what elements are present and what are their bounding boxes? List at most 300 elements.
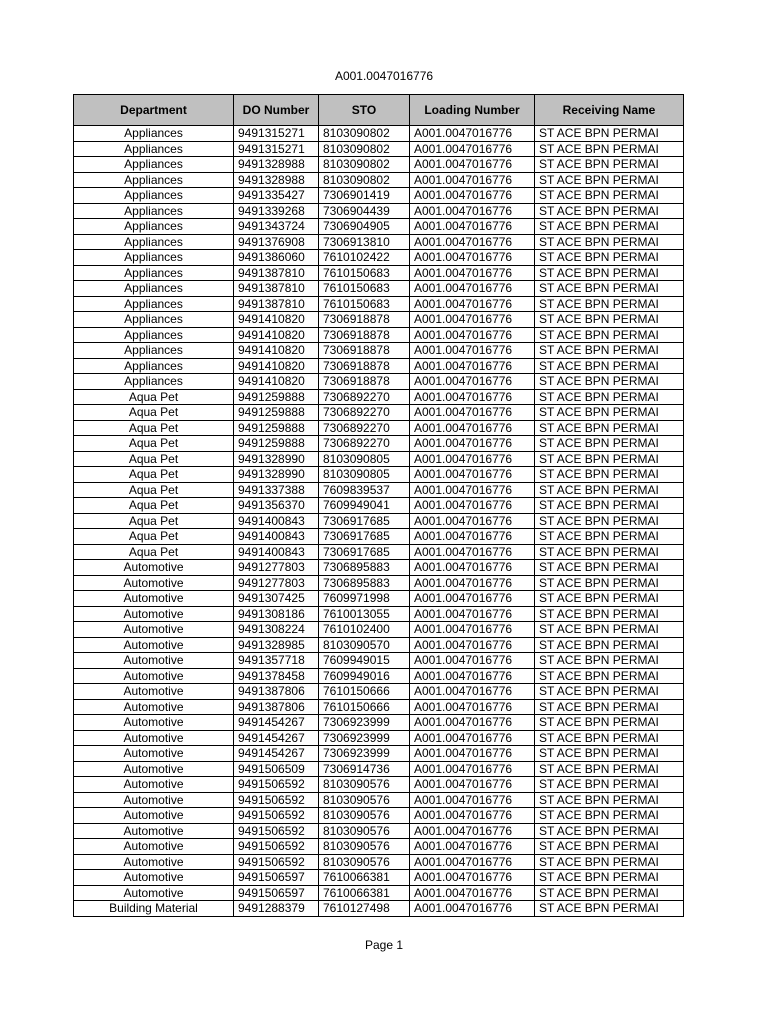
do-number-cell: 9491376908 bbox=[234, 234, 319, 250]
department-cell: Automotive bbox=[74, 746, 234, 762]
loading-table bbox=[73, 94, 684, 917]
receiving-name-cell: ST ACE BPN PERMAI bbox=[535, 901, 684, 917]
loading-number-cell: A001.0047016776 bbox=[410, 296, 535, 312]
sto-cell: 7306918878 bbox=[319, 312, 410, 328]
sto-cell: 7609949015 bbox=[319, 653, 410, 669]
department-cell: Automotive bbox=[74, 730, 234, 746]
column-header-sto: STO bbox=[319, 95, 410, 126]
department-cell: Automotive bbox=[74, 885, 234, 901]
sto-cell: 7609949016 bbox=[319, 668, 410, 684]
department-cell: Automotive bbox=[74, 606, 234, 622]
sto-cell: 7610102400 bbox=[319, 622, 410, 638]
department-cell: Aqua Pet bbox=[74, 529, 234, 545]
receiving-name-cell: ST ACE BPN PERMAI bbox=[535, 203, 684, 219]
department-cell: Automotive bbox=[74, 792, 234, 808]
sto-cell: 7306918878 bbox=[319, 358, 410, 374]
department-cell: Automotive bbox=[74, 560, 234, 576]
do-number-cell: 9491259888 bbox=[234, 405, 319, 421]
department-cell: Aqua Pet bbox=[74, 436, 234, 452]
receiving-name-cell: ST ACE BPN PERMAI bbox=[535, 296, 684, 312]
department-cell: Automotive bbox=[74, 808, 234, 824]
department-cell: Appliances bbox=[74, 203, 234, 219]
department-cell: Appliances bbox=[74, 312, 234, 328]
column-header-receiving-name: Receiving Name bbox=[535, 95, 684, 126]
loading-number-cell: A001.0047016776 bbox=[410, 653, 535, 669]
sto-cell: 8103090570 bbox=[319, 637, 410, 653]
receiving-name-cell: ST ACE BPN PERMAI bbox=[535, 498, 684, 514]
department-cell: Automotive bbox=[74, 839, 234, 855]
loading-number-cell: A001.0047016776 bbox=[410, 606, 535, 622]
table-row bbox=[74, 327, 684, 343]
loading-number-cell: A001.0047016776 bbox=[410, 560, 535, 576]
do-number-cell: 9491343724 bbox=[234, 219, 319, 235]
receiving-name-cell: ST ACE BPN PERMAI bbox=[535, 544, 684, 560]
sto-cell: 7306923999 bbox=[319, 715, 410, 731]
department-cell: Automotive bbox=[74, 761, 234, 777]
department-cell: Appliances bbox=[74, 327, 234, 343]
department-cell: Automotive bbox=[74, 668, 234, 684]
sto-cell: 7306892270 bbox=[319, 436, 410, 452]
receiving-name-cell: ST ACE BPN PERMAI bbox=[535, 126, 684, 142]
table-row bbox=[74, 839, 684, 855]
loading-number-cell: A001.0047016776 bbox=[410, 761, 535, 777]
sto-cell: 7306923999 bbox=[319, 746, 410, 762]
sto-cell: 8103090576 bbox=[319, 839, 410, 855]
do-number-cell: 9491410820 bbox=[234, 312, 319, 328]
do-number-cell: 9491506592 bbox=[234, 808, 319, 824]
do-number-cell: 9491410820 bbox=[234, 327, 319, 343]
table-row bbox=[74, 699, 684, 715]
sto-cell: 8103090802 bbox=[319, 172, 410, 188]
receiving-name-cell: ST ACE BPN PERMAI bbox=[535, 436, 684, 452]
table-row bbox=[74, 172, 684, 188]
do-number-cell: 9491506592 bbox=[234, 854, 319, 870]
loading-number-cell: A001.0047016776 bbox=[410, 792, 535, 808]
department-cell: Appliances bbox=[74, 219, 234, 235]
table-row bbox=[74, 668, 684, 684]
receiving-name-cell: ST ACE BPN PERMAI bbox=[535, 405, 684, 421]
table-row bbox=[74, 684, 684, 700]
receiving-name-cell: ST ACE BPN PERMAI bbox=[535, 560, 684, 576]
department-cell: Appliances bbox=[74, 172, 234, 188]
receiving-name-cell: ST ACE BPN PERMAI bbox=[535, 529, 684, 545]
table-row bbox=[74, 529, 684, 545]
loading-number-cell: A001.0047016776 bbox=[410, 405, 535, 421]
receiving-name-cell: ST ACE BPN PERMAI bbox=[535, 312, 684, 328]
do-number-cell: 9491259888 bbox=[234, 436, 319, 452]
do-number-cell: 9491454267 bbox=[234, 715, 319, 731]
department-cell: Automotive bbox=[74, 653, 234, 669]
table-row bbox=[74, 901, 684, 917]
sto-cell: 8103090805 bbox=[319, 467, 410, 483]
receiving-name-cell: ST ACE BPN PERMAI bbox=[535, 715, 684, 731]
table-header-row bbox=[74, 95, 684, 126]
receiving-name-cell: ST ACE BPN PERMAI bbox=[535, 327, 684, 343]
do-number-cell: 9491387806 bbox=[234, 699, 319, 715]
receiving-name-cell: ST ACE BPN PERMAI bbox=[535, 513, 684, 529]
table-row bbox=[74, 451, 684, 467]
do-number-cell: 9491357718 bbox=[234, 653, 319, 669]
receiving-name-cell: ST ACE BPN PERMAI bbox=[535, 451, 684, 467]
loading-number-cell: A001.0047016776 bbox=[410, 591, 535, 607]
table-row bbox=[74, 467, 684, 483]
column-header-do-number: DO Number bbox=[234, 95, 319, 126]
loading-number-cell: A001.0047016776 bbox=[410, 203, 535, 219]
sto-cell: 7610150666 bbox=[319, 699, 410, 715]
loading-number-cell: A001.0047016776 bbox=[410, 575, 535, 591]
table-row bbox=[74, 157, 684, 173]
sto-cell: 7610150683 bbox=[319, 296, 410, 312]
department-cell: Automotive bbox=[74, 854, 234, 870]
loading-number-cell: A001.0047016776 bbox=[410, 715, 535, 731]
department-cell: Aqua Pet bbox=[74, 544, 234, 560]
department-cell: Appliances bbox=[74, 374, 234, 390]
sto-cell: 7609971998 bbox=[319, 591, 410, 607]
do-number-cell: 9491378458 bbox=[234, 668, 319, 684]
do-number-cell: 9491308224 bbox=[234, 622, 319, 638]
table-row bbox=[74, 808, 684, 824]
receiving-name-cell: ST ACE BPN PERMAI bbox=[535, 265, 684, 281]
loading-number-cell: A001.0047016776 bbox=[410, 141, 535, 157]
do-number-cell: 9491337388 bbox=[234, 482, 319, 498]
do-number-cell: 9491387810 bbox=[234, 281, 319, 297]
table-row bbox=[74, 792, 684, 808]
receiving-name-cell: ST ACE BPN PERMAI bbox=[535, 482, 684, 498]
table-row bbox=[74, 203, 684, 219]
table-row bbox=[74, 653, 684, 669]
do-number-cell: 9491387810 bbox=[234, 296, 319, 312]
receiving-name-cell: ST ACE BPN PERMAI bbox=[535, 870, 684, 886]
do-number-cell: 9491328985 bbox=[234, 637, 319, 653]
table-row bbox=[74, 482, 684, 498]
table-row bbox=[74, 436, 684, 452]
department-cell: Automotive bbox=[74, 637, 234, 653]
department-cell: Aqua Pet bbox=[74, 451, 234, 467]
loading-number-cell: A001.0047016776 bbox=[410, 529, 535, 545]
loading-number-cell: A001.0047016776 bbox=[410, 482, 535, 498]
loading-number-cell: A001.0047016776 bbox=[410, 730, 535, 746]
do-number-cell: 9491328990 bbox=[234, 451, 319, 467]
loading-number-cell: A001.0047016776 bbox=[410, 668, 535, 684]
loading-number-cell: A001.0047016776 bbox=[410, 746, 535, 762]
sto-cell: 7610127498 bbox=[319, 901, 410, 917]
receiving-name-cell: ST ACE BPN PERMAI bbox=[535, 219, 684, 235]
sto-cell: 8103090576 bbox=[319, 823, 410, 839]
do-number-cell: 9491387810 bbox=[234, 265, 319, 281]
receiving-name-cell: ST ACE BPN PERMAI bbox=[535, 653, 684, 669]
loading-number-cell: A001.0047016776 bbox=[410, 281, 535, 297]
department-cell: Appliances bbox=[74, 126, 234, 142]
do-number-cell: 9491259888 bbox=[234, 389, 319, 405]
department-cell: Automotive bbox=[74, 777, 234, 793]
table-row bbox=[74, 358, 684, 374]
do-number-cell: 9491335427 bbox=[234, 188, 319, 204]
department-cell: Appliances bbox=[74, 157, 234, 173]
sto-cell: 7306918878 bbox=[319, 327, 410, 343]
receiving-name-cell: ST ACE BPN PERMAI bbox=[535, 591, 684, 607]
table-row bbox=[74, 637, 684, 653]
table-row bbox=[74, 281, 684, 297]
do-number-cell: 9491277803 bbox=[234, 575, 319, 591]
sto-cell: 7306904439 bbox=[319, 203, 410, 219]
department-cell: Appliances bbox=[74, 358, 234, 374]
table-row bbox=[74, 389, 684, 405]
loading-number-cell: A001.0047016776 bbox=[410, 265, 535, 281]
loading-number-cell: A001.0047016776 bbox=[410, 839, 535, 855]
receiving-name-cell: ST ACE BPN PERMAI bbox=[535, 141, 684, 157]
sto-cell: 8103090802 bbox=[319, 126, 410, 142]
do-number-cell: 9491454267 bbox=[234, 730, 319, 746]
sto-cell: 8103090576 bbox=[319, 808, 410, 824]
do-number-cell: 9491288379 bbox=[234, 901, 319, 917]
sto-cell: 7306892270 bbox=[319, 420, 410, 436]
loading-number-cell: A001.0047016776 bbox=[410, 699, 535, 715]
table-row bbox=[74, 312, 684, 328]
table-row bbox=[74, 854, 684, 870]
sto-cell: 7610013055 bbox=[319, 606, 410, 622]
receiving-name-cell: ST ACE BPN PERMAI bbox=[535, 389, 684, 405]
sto-cell: 7306914736 bbox=[319, 761, 410, 777]
do-number-cell: 9491387806 bbox=[234, 684, 319, 700]
loading-number-cell: A001.0047016776 bbox=[410, 389, 535, 405]
receiving-name-cell: ST ACE BPN PERMAI bbox=[535, 668, 684, 684]
department-cell: Appliances bbox=[74, 343, 234, 359]
sto-cell: 8103090576 bbox=[319, 854, 410, 870]
receiving-name-cell: ST ACE BPN PERMAI bbox=[535, 467, 684, 483]
loading-number-cell: A001.0047016776 bbox=[410, 374, 535, 390]
do-number-cell: 9491506592 bbox=[234, 792, 319, 808]
sto-cell: 8103090805 bbox=[319, 451, 410, 467]
loading-number-cell: A001.0047016776 bbox=[410, 234, 535, 250]
receiving-name-cell: ST ACE BPN PERMAI bbox=[535, 699, 684, 715]
table-row bbox=[74, 296, 684, 312]
department-cell: Automotive bbox=[74, 684, 234, 700]
sto-cell: 7609839537 bbox=[319, 482, 410, 498]
department-cell: Appliances bbox=[74, 281, 234, 297]
loading-number-cell: A001.0047016776 bbox=[410, 436, 535, 452]
sto-cell: 7306917685 bbox=[319, 529, 410, 545]
table-row bbox=[74, 141, 684, 157]
sto-cell: 7610102422 bbox=[319, 250, 410, 266]
loading-number-cell: A001.0047016776 bbox=[410, 451, 535, 467]
table-row bbox=[74, 746, 684, 762]
sto-cell: 7306895883 bbox=[319, 560, 410, 576]
department-cell: Automotive bbox=[74, 575, 234, 591]
do-number-cell: 9491400843 bbox=[234, 513, 319, 529]
department-cell: Aqua Pet bbox=[74, 513, 234, 529]
table-row bbox=[74, 730, 684, 746]
loading-number-cell: A001.0047016776 bbox=[410, 157, 535, 173]
department-cell: Appliances bbox=[74, 296, 234, 312]
receiving-name-cell: ST ACE BPN PERMAI bbox=[535, 792, 684, 808]
sto-cell: 7610066381 bbox=[319, 870, 410, 886]
receiving-name-cell: ST ACE BPN PERMAI bbox=[535, 157, 684, 173]
do-number-cell: 9491328988 bbox=[234, 157, 319, 173]
do-number-cell: 9491410820 bbox=[234, 374, 319, 390]
receiving-name-cell: ST ACE BPN PERMAI bbox=[535, 343, 684, 359]
table-row bbox=[74, 622, 684, 638]
department-cell: Automotive bbox=[74, 715, 234, 731]
receiving-name-cell: ST ACE BPN PERMAI bbox=[535, 730, 684, 746]
department-cell: Aqua Pet bbox=[74, 482, 234, 498]
department-cell: Appliances bbox=[74, 234, 234, 250]
sto-cell: 7306901419 bbox=[319, 188, 410, 204]
loading-number-cell: A001.0047016776 bbox=[410, 188, 535, 204]
sto-cell: 8103090576 bbox=[319, 777, 410, 793]
table-row bbox=[74, 126, 684, 142]
loading-number-cell: A001.0047016776 bbox=[410, 684, 535, 700]
loading-number-cell: A001.0047016776 bbox=[410, 498, 535, 514]
sto-cell: 8103090576 bbox=[319, 792, 410, 808]
sto-cell: 7306892270 bbox=[319, 405, 410, 421]
do-number-cell: 9491277803 bbox=[234, 560, 319, 576]
department-cell: Aqua Pet bbox=[74, 420, 234, 436]
table-row bbox=[74, 560, 684, 576]
receiving-name-cell: ST ACE BPN PERMAI bbox=[535, 374, 684, 390]
table-row bbox=[74, 420, 684, 436]
column-header-department: Department bbox=[74, 95, 234, 126]
do-number-cell: 9491410820 bbox=[234, 358, 319, 374]
loading-number-cell: A001.0047016776 bbox=[410, 467, 535, 483]
sto-cell: 7306918878 bbox=[319, 343, 410, 359]
receiving-name-cell: ST ACE BPN PERMAI bbox=[535, 281, 684, 297]
sto-cell: 7306923999 bbox=[319, 730, 410, 746]
do-number-cell: 9491410820 bbox=[234, 343, 319, 359]
page-number: Page 1 bbox=[364, 938, 404, 952]
receiving-name-cell: ST ACE BPN PERMAI bbox=[535, 622, 684, 638]
table-row bbox=[74, 188, 684, 204]
department-cell: Automotive bbox=[74, 622, 234, 638]
do-number-cell: 9491506592 bbox=[234, 823, 319, 839]
loading-number-cell: A001.0047016776 bbox=[410, 126, 535, 142]
do-number-cell: 9491506592 bbox=[234, 777, 319, 793]
sto-cell: 7306895883 bbox=[319, 575, 410, 591]
do-number-cell: 9491315271 bbox=[234, 126, 319, 142]
loading-number-cell: A001.0047016776 bbox=[410, 870, 535, 886]
sto-cell: 7610150683 bbox=[319, 281, 410, 297]
department-cell: Appliances bbox=[74, 265, 234, 281]
department-cell: Aqua Pet bbox=[74, 467, 234, 483]
table-row bbox=[74, 885, 684, 901]
loading-number-cell: A001.0047016776 bbox=[410, 327, 535, 343]
sto-cell: 7306918878 bbox=[319, 374, 410, 390]
do-number-cell: 9491328988 bbox=[234, 172, 319, 188]
do-number-cell: 9491506597 bbox=[234, 870, 319, 886]
loading-number-cell: A001.0047016776 bbox=[410, 622, 535, 638]
receiving-name-cell: ST ACE BPN PERMAI bbox=[535, 823, 684, 839]
do-number-cell: 9491356370 bbox=[234, 498, 319, 514]
loading-number-cell: A001.0047016776 bbox=[410, 219, 535, 235]
loading-number-cell: A001.0047016776 bbox=[410, 808, 535, 824]
loading-number-cell: A001.0047016776 bbox=[410, 420, 535, 436]
do-number-cell: 9491315271 bbox=[234, 141, 319, 157]
receiving-name-cell: ST ACE BPN PERMAI bbox=[535, 808, 684, 824]
table-row bbox=[74, 761, 684, 777]
sto-cell: 7306917685 bbox=[319, 513, 410, 529]
loading-number-cell: A001.0047016776 bbox=[410, 885, 535, 901]
department-cell: Automotive bbox=[74, 870, 234, 886]
table-row bbox=[74, 870, 684, 886]
department-cell: Automotive bbox=[74, 699, 234, 715]
table-row bbox=[74, 498, 684, 514]
loading-number-cell: A001.0047016776 bbox=[410, 544, 535, 560]
receiving-name-cell: ST ACE BPN PERMAI bbox=[535, 684, 684, 700]
loading-number-cell: A001.0047016776 bbox=[410, 172, 535, 188]
do-number-cell: 9491386060 bbox=[234, 250, 319, 266]
department-cell: Appliances bbox=[74, 250, 234, 266]
column-header-loading-number: Loading Number bbox=[410, 95, 535, 126]
receiving-name-cell: ST ACE BPN PERMAI bbox=[535, 172, 684, 188]
do-number-cell: 9491328990 bbox=[234, 467, 319, 483]
do-number-cell: 9491307425 bbox=[234, 591, 319, 607]
sto-cell: 8103090802 bbox=[319, 141, 410, 157]
sto-cell: 7306892270 bbox=[319, 389, 410, 405]
table-row bbox=[74, 544, 684, 560]
sto-cell: 7610066381 bbox=[319, 885, 410, 901]
receiving-name-cell: ST ACE BPN PERMAI bbox=[535, 575, 684, 591]
loading-number-cell: A001.0047016776 bbox=[410, 901, 535, 917]
department-cell: Appliances bbox=[74, 188, 234, 204]
sto-cell: 8103090802 bbox=[319, 157, 410, 173]
loading-number-cell: A001.0047016776 bbox=[410, 854, 535, 870]
do-number-cell: 9491506597 bbox=[234, 885, 319, 901]
do-number-cell: 9491400843 bbox=[234, 544, 319, 560]
table-row bbox=[74, 219, 684, 235]
do-number-cell: 9491506592 bbox=[234, 839, 319, 855]
loading-number-cell: A001.0047016776 bbox=[410, 777, 535, 793]
receiving-name-cell: ST ACE BPN PERMAI bbox=[535, 188, 684, 204]
department-cell: Aqua Pet bbox=[74, 405, 234, 421]
department-cell: Automotive bbox=[74, 591, 234, 607]
table-body bbox=[74, 126, 684, 917]
receiving-name-cell: ST ACE BPN PERMAI bbox=[535, 420, 684, 436]
sto-cell: 7609949041 bbox=[319, 498, 410, 514]
table-row bbox=[74, 606, 684, 622]
table-row bbox=[74, 513, 684, 529]
do-number-cell: 9491454267 bbox=[234, 746, 319, 762]
department-cell: Aqua Pet bbox=[74, 389, 234, 405]
sto-cell: 7610150666 bbox=[319, 684, 410, 700]
receiving-name-cell: ST ACE BPN PERMAI bbox=[535, 885, 684, 901]
table-row bbox=[74, 777, 684, 793]
do-number-cell: 9491339268 bbox=[234, 203, 319, 219]
table-row bbox=[74, 250, 684, 266]
table-row bbox=[74, 343, 684, 359]
table-row bbox=[74, 823, 684, 839]
department-cell: Appliances bbox=[74, 141, 234, 157]
department-cell: Aqua Pet bbox=[74, 498, 234, 514]
loading-number-cell: A001.0047016776 bbox=[410, 637, 535, 653]
receiving-name-cell: ST ACE BPN PERMAI bbox=[535, 637, 684, 653]
loading-number-cell: A001.0047016776 bbox=[410, 823, 535, 839]
sto-cell: 7306917685 bbox=[319, 544, 410, 560]
do-number-cell: 9491506509 bbox=[234, 761, 319, 777]
table-row bbox=[74, 715, 684, 731]
table-row bbox=[74, 234, 684, 250]
table-row bbox=[74, 591, 684, 607]
loading-number-cell: A001.0047016776 bbox=[410, 358, 535, 374]
receiving-name-cell: ST ACE BPN PERMAI bbox=[535, 746, 684, 762]
receiving-name-cell: ST ACE BPN PERMAI bbox=[535, 606, 684, 622]
receiving-name-cell: ST ACE BPN PERMAI bbox=[535, 839, 684, 855]
sto-cell: 7306913810 bbox=[319, 234, 410, 250]
table-row bbox=[74, 405, 684, 421]
department-cell: Automotive bbox=[74, 823, 234, 839]
loading-number-cell: A001.0047016776 bbox=[410, 250, 535, 266]
receiving-name-cell: ST ACE BPN PERMAI bbox=[535, 358, 684, 374]
sto-cell: 7306904905 bbox=[319, 219, 410, 235]
sto-cell: 7610150683 bbox=[319, 265, 410, 281]
